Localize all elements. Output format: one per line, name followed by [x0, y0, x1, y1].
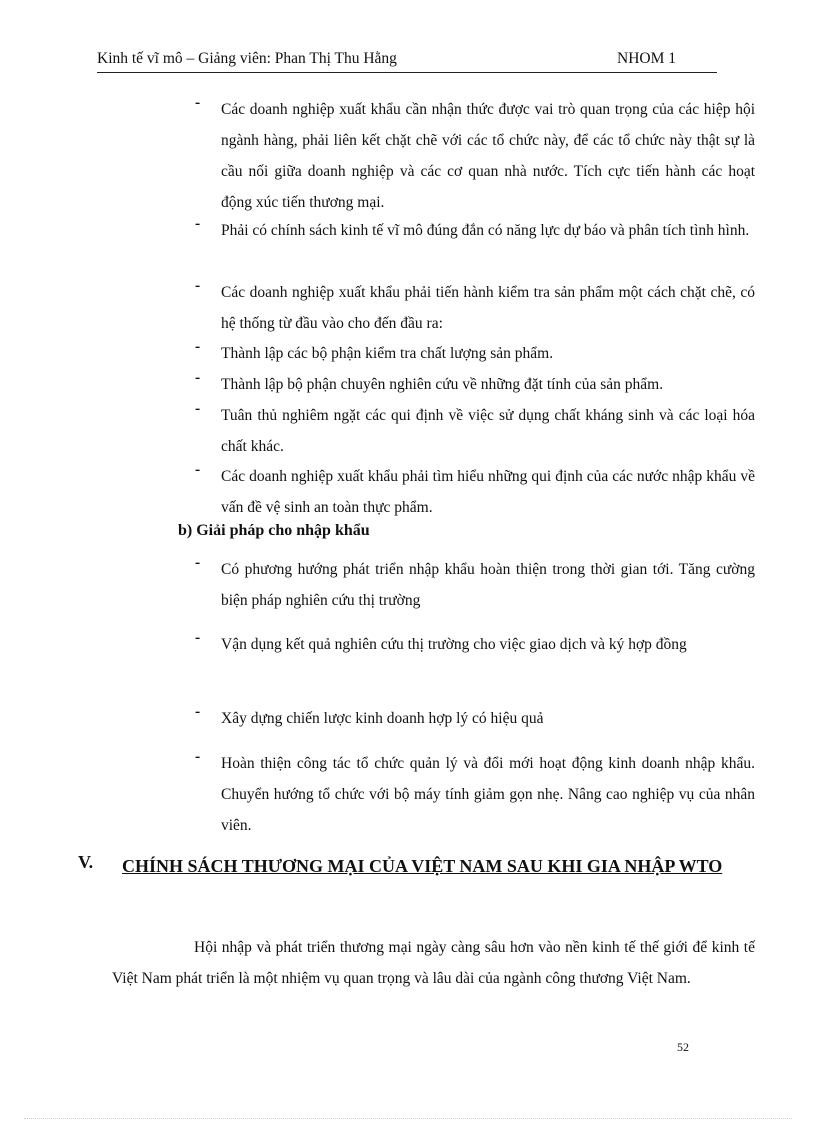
list-item-text: Thành lập bộ phận chuyên nghiên cứu về những đặt tính của sản phẩm.: [221, 376, 664, 393]
section-number: V.: [78, 852, 94, 872]
bullet-marker: -: [195, 703, 201, 720]
bullet-marker: -: [195, 629, 201, 646]
bullet-marker: -: [195, 554, 201, 571]
bullet-marker: -: [195, 277, 201, 294]
bullet-marker: -: [195, 215, 201, 232]
bullet-marker: -: [195, 748, 201, 765]
list-item: [195, 338, 755, 369]
list-item-text: Thành lập các bộ phận kiểm tra chất lượng sản phẩm.: [221, 345, 554, 362]
section-title: CHÍNH SÁCH THƯƠNG MẠI CỦA VIỆT NAM SAU KHI GIA NHẬP WTO: [122, 856, 723, 876]
list-item-text: Các doanh nghiệp xuất khẩu cần nhận thức được vai trò quan trọng của các hiệp hội ngành hàng, phải liên kết chặt chẽ với các tổ chức này, để các tổ chức này thật sự là cầu nối giữa doanh nghiệp và các cơ quan nhà nước. Tích cực tiến hành các hoạt động xúc tiến thương mại.: [221, 101, 755, 211]
list-item-text: Tuân thủ nghiêm ngặt các qui định về việc sử dụng chất kháng sinh và các loại hóa chất khác.: [221, 407, 755, 455]
bullet-marker: -: [195, 338, 201, 355]
list-item: [195, 703, 755, 734]
bullet-marker: -: [195, 369, 201, 386]
list-item: [195, 369, 755, 400]
body-paragraph: Hội nhập và phát triển thương mại ngày càng sâu hơn vào nền kinh tế thế giới để kinh tế Việt Nam phát triển là một nhiệm vụ quan trọng và lâu dài của ngành công thương Việt Nam.: [112, 939, 755, 987]
list-item: [195, 629, 755, 660]
list-item-text: Vận dụng kết quả nghiên cứu thị trường cho việc giao dịch và ký hợp đồng: [221, 636, 687, 653]
bullet-marker: -: [195, 400, 201, 417]
bullet-marker: -: [195, 461, 201, 478]
list-item: [195, 215, 755, 246]
list-item: [195, 554, 755, 616]
page-bottom-divider: [24, 1118, 792, 1119]
bullet-marker: -: [195, 94, 201, 111]
list-item: [195, 277, 755, 339]
header-group: NHOM 1: [617, 50, 676, 67]
list-item-text: Có phương hướng phát triển nhập khẩu hoàn thiện trong thời gian tới. Tăng cường biện pháp nghiên cứu thị trường: [221, 561, 755, 609]
list-item-text: Hoàn thiện công tác tổ chức quản lý và đổi mới hoạt động kinh doanh nhập khẩu. Chuyển hướng tổ chức với bộ máy tính giảm gọn nhẹ. Nâng cao nghiệp vụ của nhân viên.: [221, 755, 755, 834]
list-item-text: Các doanh nghiệp xuất khẩu phải tìm hiểu những qui định của các nước nhập khẩu về vấn đề vệ sinh an toàn thực phẩm.: [221, 468, 755, 516]
list-item: [195, 94, 755, 218]
header-title: Kinh tế vĩ mô – Giảng viên: Phan Thị Thu Hằng: [97, 50, 397, 67]
list-item: [195, 461, 755, 523]
list-item-text: Xây dựng chiến lược kinh doanh hợp lý có hiệu quả: [221, 710, 544, 727]
list-item-text: Các doanh nghiệp xuất khẩu phải tiến hành kiểm tra sản phẩm một cách chặt chẽ, có hệ thống từ đầu vào cho đến đầu ra:: [221, 284, 755, 332]
subsection-heading: b) Giải pháp cho nhập khẩu: [178, 522, 370, 539]
list-item: [195, 400, 755, 462]
page-number: 52: [677, 1040, 689, 1054]
page-header: [97, 48, 717, 73]
list-item-text: Phải có chính sách kinh tế vĩ mô đúng đắn có năng lực dự báo và phân tích tình hình.: [221, 222, 750, 239]
list-item: [195, 748, 755, 841]
